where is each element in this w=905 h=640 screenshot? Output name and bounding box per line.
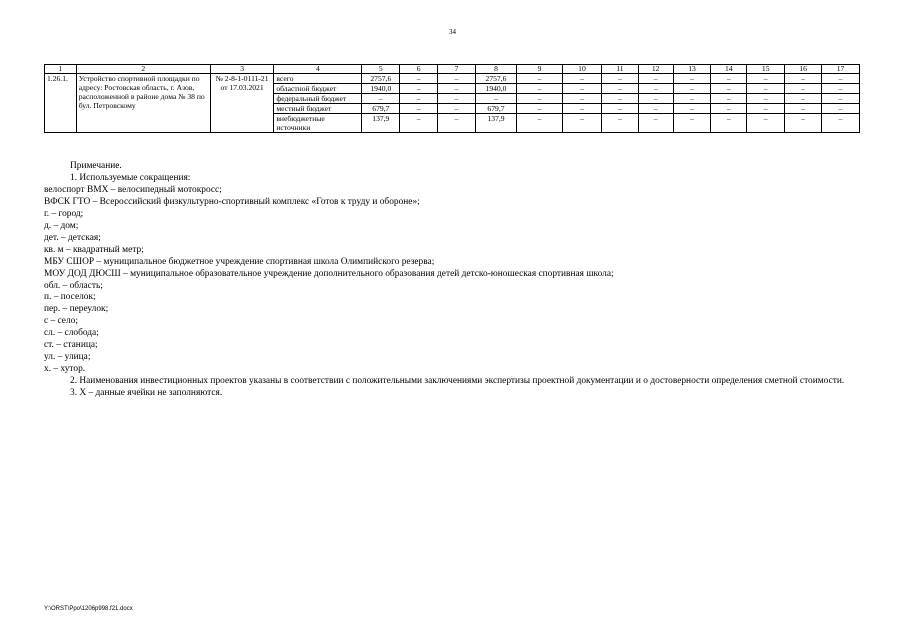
value-cell: 2757,6 xyxy=(476,74,517,84)
notes-block xyxy=(44,161,862,400)
funding-source-cell: всего xyxy=(274,74,362,84)
abbreviation-item: х. – хутор. xyxy=(44,364,86,375)
column-header: 3 xyxy=(210,65,273,74)
value-cell: – xyxy=(711,74,747,84)
value-cell: – xyxy=(638,74,673,84)
value-cell: – xyxy=(516,104,562,114)
value-cell: – xyxy=(821,84,859,94)
abbreviation-item: ст. – станица; xyxy=(44,340,98,351)
column-header: 10 xyxy=(563,65,602,74)
value-cell: – xyxy=(821,74,859,84)
value-cell: – xyxy=(747,94,785,104)
value-cell: – xyxy=(673,114,711,133)
conclusion-cell: № 2-8-1-0111-21 от 17.03.2021 xyxy=(210,74,273,133)
value-cell: – xyxy=(438,114,476,133)
column-header: 17 xyxy=(821,65,859,74)
value-cell: – xyxy=(400,94,438,104)
abbreviation-item: дет. – детская; xyxy=(44,232,101,243)
value-cell: – xyxy=(601,104,638,114)
budget-table xyxy=(44,64,860,133)
value-cell: – xyxy=(601,114,638,133)
abbreviation-item: ВФСК ГТО – Всероссийский физкультурно-спортивный комплекс «Готов к труду и обороне»; xyxy=(44,196,420,207)
abbreviation-item: п. – поселок; xyxy=(44,292,96,303)
value-cell: – xyxy=(438,94,476,104)
abbreviation-item: г. – город; xyxy=(44,208,84,219)
value-cell: – xyxy=(638,114,673,133)
column-header: 9 xyxy=(516,65,562,74)
value-cell: – xyxy=(821,104,859,114)
column-number-row xyxy=(45,65,860,74)
column-header: 4 xyxy=(274,65,362,74)
value-cell: – xyxy=(747,74,785,84)
abbreviation-item: с – село; xyxy=(44,316,78,327)
value-cell: – xyxy=(476,94,517,104)
column-header: 11 xyxy=(601,65,638,74)
value-cell: 1940,0 xyxy=(362,84,400,94)
value-cell: – xyxy=(601,74,638,84)
value-cell: – xyxy=(673,84,711,94)
value-cell: – xyxy=(563,94,602,104)
funding-source-cell: местный бюджет xyxy=(274,104,362,114)
value-cell: 679,7 xyxy=(476,104,517,114)
column-header: 6 xyxy=(400,65,438,74)
value-cell: – xyxy=(638,94,673,104)
value-cell: – xyxy=(747,114,785,133)
value-cell: – xyxy=(711,94,747,104)
abbreviation-item: сл. – слобода; xyxy=(44,328,99,339)
value-cell: – xyxy=(711,84,747,94)
column-header: 5 xyxy=(362,65,400,74)
column-header: 8 xyxy=(476,65,517,74)
value-cell: – xyxy=(638,104,673,114)
value-cell: – xyxy=(516,114,562,133)
abbreviation-list xyxy=(44,185,862,376)
file-path-footer: Y:\ORST\Ppo\1206p998.f21.docx xyxy=(44,606,133,612)
abbreviation-item: обл. – область; xyxy=(44,280,103,291)
value-cell: – xyxy=(821,114,859,133)
value-cell: – xyxy=(711,104,747,114)
value-cell: – xyxy=(400,84,438,94)
value-cell: – xyxy=(438,104,476,114)
value-cell: – xyxy=(601,94,638,104)
value-cell: – xyxy=(638,84,673,94)
item-number-cell: 1.26.1. xyxy=(45,74,77,133)
page-number: 34 xyxy=(449,28,456,36)
abbreviation-item: ул. – улица; xyxy=(44,352,91,363)
value-cell: – xyxy=(400,114,438,133)
value-cell: – xyxy=(673,104,711,114)
abbreviation-item: МБУ СШОР – муниципальное бюджетное учреждение спортивная школа Олимпийского резерва; xyxy=(44,256,435,267)
abbreviation-item: д. – дом; xyxy=(44,220,79,231)
value-cell: 1940,0 xyxy=(476,84,517,94)
value-cell: – xyxy=(711,114,747,133)
value-cell: – xyxy=(400,74,438,84)
value-cell: – xyxy=(821,94,859,104)
notes-title: Примечание. xyxy=(70,161,122,171)
value-cell: – xyxy=(563,74,602,84)
funding-source-cell: областной бюджет xyxy=(274,84,362,94)
column-header: 12 xyxy=(638,65,673,74)
column-header: 15 xyxy=(747,65,785,74)
value-cell: – xyxy=(785,114,822,133)
column-header: 2 xyxy=(76,65,210,74)
value-cell: – xyxy=(785,104,822,114)
value-cell: – xyxy=(785,74,822,84)
value-cell: – xyxy=(438,74,476,84)
value-cell: – xyxy=(601,84,638,94)
value-cell: – xyxy=(785,94,822,104)
notes-item-2: 2. Наименования инвестиционных проектов указаны в соответствии с положительными заключениями экспертизы проектной документации и о достоверности определения сметной стоимости. xyxy=(70,376,845,387)
column-header: 16 xyxy=(785,65,822,74)
value-cell: – xyxy=(438,84,476,94)
abbreviation-item: велоспорт BMX – велосипедный мотокросс; xyxy=(44,184,222,195)
funding-source-cell: федеральный бюджет xyxy=(274,94,362,104)
value-cell: 679,7 xyxy=(362,104,400,114)
abbreviation-item: кв. м – квадратный метр; xyxy=(44,244,144,255)
value-cell: – xyxy=(400,104,438,114)
funding-source-cell: внебюджетные источники xyxy=(274,114,362,133)
value-cell: – xyxy=(362,94,400,104)
value-cell: – xyxy=(563,84,602,94)
value-cell: – xyxy=(516,74,562,84)
value-cell: – xyxy=(785,84,822,94)
table-row xyxy=(45,74,860,84)
value-cell: 137,9 xyxy=(476,114,517,133)
column-header: 7 xyxy=(438,65,476,74)
value-cell: – xyxy=(747,104,785,114)
value-cell: 2757,6 xyxy=(362,74,400,84)
value-cell: – xyxy=(516,84,562,94)
value-cell: – xyxy=(747,84,785,94)
column-header: 14 xyxy=(711,65,747,74)
column-header: 1 xyxy=(45,65,77,74)
value-cell: – xyxy=(516,94,562,104)
abbreviation-item: пер. – переулок; xyxy=(44,304,109,315)
value-cell: – xyxy=(673,74,711,84)
project-name-cell: Устройство спортивной площадки по адресу: Ростовская область, г. Азов, расположенной в районе дома № 38 по бул. Петровскому xyxy=(76,74,210,133)
notes-item-3: 3. Х – данные ячейки не заполняются. xyxy=(70,388,223,399)
value-cell: – xyxy=(563,104,602,114)
notes-item-1: 1. Используемые сокращения: xyxy=(70,172,191,183)
value-cell: – xyxy=(563,114,602,133)
value-cell: 137,9 xyxy=(362,114,400,133)
abbreviation-item: МОУ ДОД ДЮСШ – муниципальное образовательное учреждение дополнительного образования детей детско-юношеская спортивная школа; xyxy=(44,268,614,279)
value-cell: – xyxy=(673,94,711,104)
column-header: 13 xyxy=(673,65,711,74)
